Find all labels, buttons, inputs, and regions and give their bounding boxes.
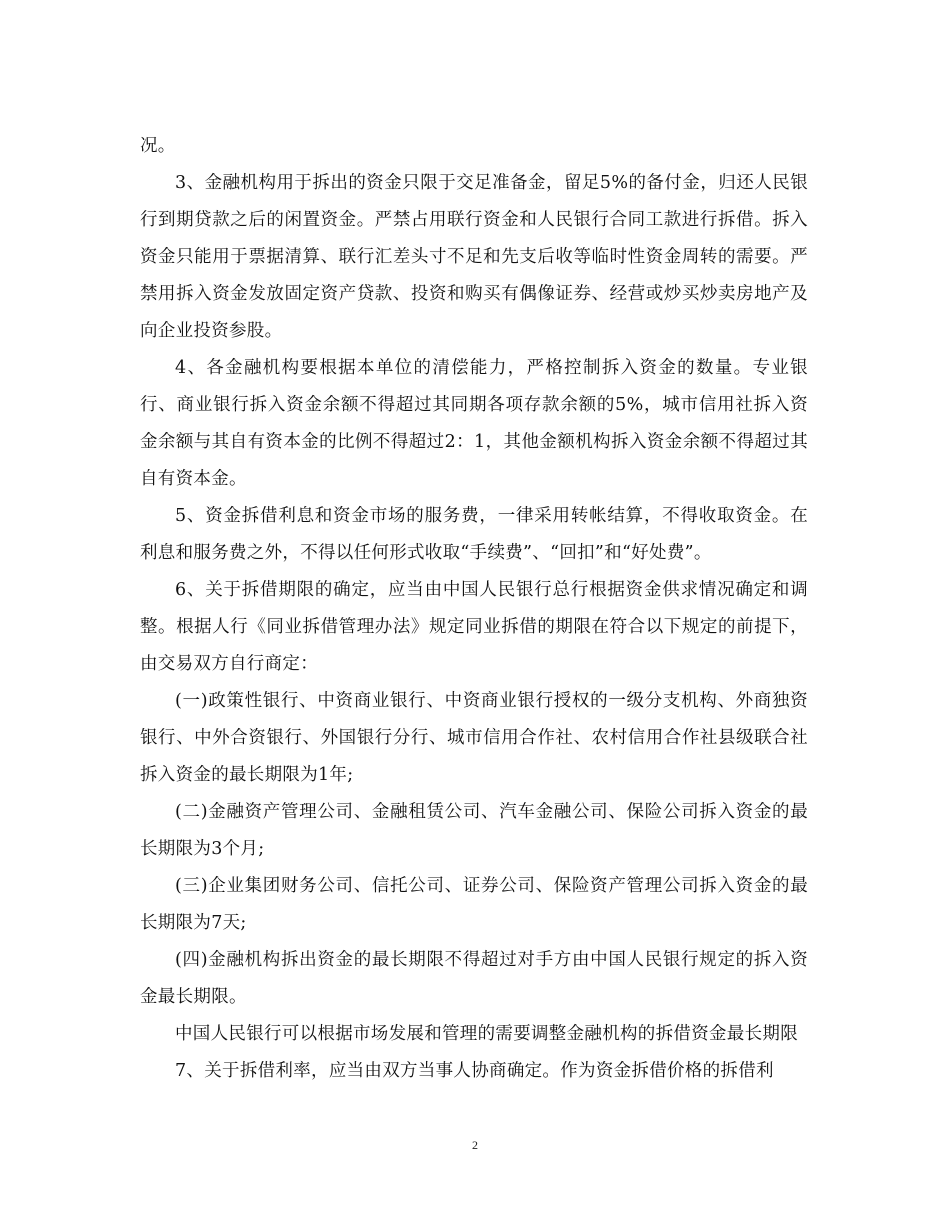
paragraph-item-3: 3、金融机构用于拆出的资金只限于交足准备金，留足5%的备付金，归还人民银行到期贷款之后的闲置资金。严禁占用联行资金和人民银行合同工款进行拆借。拆入资金只能用于票据清算、联行汇差头寸不足和先支后收等临时性资金周转的需要。严禁用拆入资金发放固定资产贷款、投资和购买有偶像证券、经营或炒买炒卖房地产及向企业投资参股。 — [140, 173, 808, 341]
paragraph-note: 中国人民银行可以根据市场发展和管理的需要调整金融机构的拆借资金最长期限 — [175, 1024, 798, 1044]
paragraph-sub-item-3: (三)企业集团财务公司、信托公司、证券公司、保险资产管理公司拆入资金的最长期限为7天; — [140, 876, 808, 933]
document-body — [140, 128, 808, 1090]
paragraph-sub-item-2: (二)金融资产管理公司、金融租赁公司、汽车金融公司、保险公司拆入资金的最长期限为3个月; — [140, 802, 808, 859]
paragraph-item-5: 5、资金拆借利息和资金市场的服务费，一律采用转帐结算，不得收取资金。在利息和服务费之外，不得以任何形式收取“手续费”、“回扣”和“好处费”。 — [140, 506, 808, 563]
page-number: 2 — [472, 1138, 478, 1152]
paragraph-sub-item-1: (一)政策性银行、中资商业银行、中资商业银行授权的一级分支机构、外商独资银行、中外合资银行、外国银行分行、城市信用合作社、农村信用合作社县级联合社拆入资金的最长期限为1年; — [140, 691, 808, 785]
paragraph-sub-item-4: (四)金融机构拆出资金的最长期限不得超过对手方由中国人民银行规定的拆入资金最长期限。 — [140, 950, 808, 1007]
paragraph-item-4: 4、各金融机构要根据本单位的清偿能力，严格控制拆入资金的数量。专业银行、商业银行拆入资金余额不得超过其同期各项存款余额的5%，城市信用社拆入资金余额与其自有资本金的比例不得超过2：1，其他金额机构拆入资金余额不得超过其自有资本金。 — [140, 358, 808, 489]
paragraph-continuation: 况。 — [140, 136, 176, 156]
paragraph-item-7: 7、关于拆借利率，应当由双方当事人协商确定。作为资金拆借价格的拆借利 — [175, 1061, 774, 1081]
paragraph-item-6: 6、关于拆借期限的确定，应当由中国人民银行总行根据资金供求情况确定和调整。根据人行《同业拆借管理办法》规定同业拆借的期限在符合以下规定的前提下，由交易双方自行商定： — [140, 580, 808, 674]
